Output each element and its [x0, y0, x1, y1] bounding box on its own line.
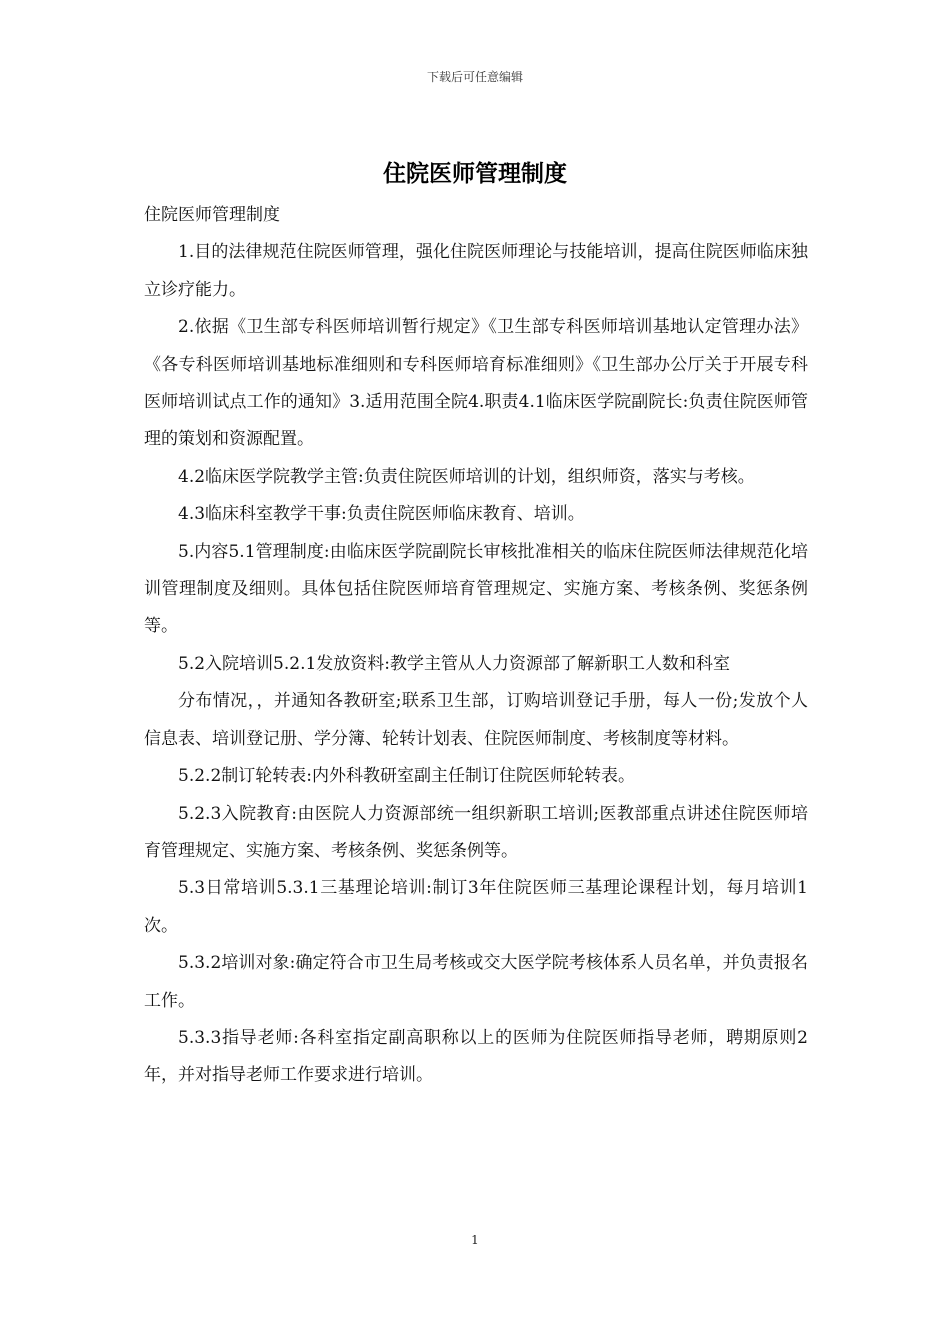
page-header-note: 下载后可任意编辑: [426, 70, 523, 84]
paragraph-management-rules: 5.内容5.1管理制度:由临床医学院副院长审核批准相关的临床住院医师法律规范化培训管理制度及细则。具体包括住院医师培育管理规定、实施方案、考核条例、奖惩条例等。: [144, 541, 808, 637]
paragraph-teaching-supervisor: 4.2临床医学院教学主管:负责住院医师培训的计划，组织师资，落实与考核。: [178, 466, 755, 487]
paragraph-daily-training: 5.3日常培训5.3.1三基理论培训:制订3年住院医师三基理论课程计划，每月培训1次。: [144, 878, 808, 936]
paragraph-admission-education: 5.2.3入院教育:由医院人力资源部统一组织新职工培训;医教部重点讲述住院医师培育管理规定、实施方案、考核条例、奖惩条例等。: [144, 803, 808, 861]
paragraph-training-targets: 5.3.2培训对象:确定符合市卫生局考核或交大医学院考核体系人员名单，并负责报名工作。: [144, 953, 808, 1011]
document-title: 住院医师管理制度: [383, 161, 567, 187]
paragraph-department-officer: 4.3临床科室教学干事:负责住院医师临床教育、培训。: [178, 504, 585, 525]
document-body: [144, 197, 808, 1095]
paragraph-distribution: 分布情况，，并通知各教研室;联系卫生部，订购培训登记手册，每人一份;发放个人信息表、培训登记册、学分簿、轮转计划表、住院医师制度、考核制度等材料。: [144, 691, 808, 749]
paragraph-admission-training: 5.2入院培训5.2.1发放资料:教学主管从人力资源部了解新职工人数和科室: [178, 653, 731, 674]
paragraph-subtitle: 住院医师管理制度: [144, 205, 280, 225]
paragraph-basis: 2.依据《卫生部专科医师培训暂行规定》《卫生部专科医师培训基地认定管理办法》《各专科医师培训基地标准细则和专科医师培育标准细则》《卫生部办公厅关于开展专科医师培训试点工作的通知》3.适用范围全院4.职责4.1临床医学院副院长:负责住院医师管理的策划和资源配置。: [144, 317, 808, 450]
paragraph-mentors: 5.3.3指导老师:各科室指定副高职称以上的医师为住院医师指导老师，聘期原则2年，并对指导老师工作要求进行培训。: [144, 1027, 808, 1086]
paragraph-purpose: 1.目的法律规范住院医师管理，强化住院医师理论与技能培训，提高住院医师临床独立诊疗能力。: [144, 242, 808, 300]
paragraph-rotation-schedule: 5.2.2制订轮转表:内外科教研室副主任制订住院医师轮转表。: [178, 766, 635, 787]
page-number: 1: [471, 1233, 479, 1247]
